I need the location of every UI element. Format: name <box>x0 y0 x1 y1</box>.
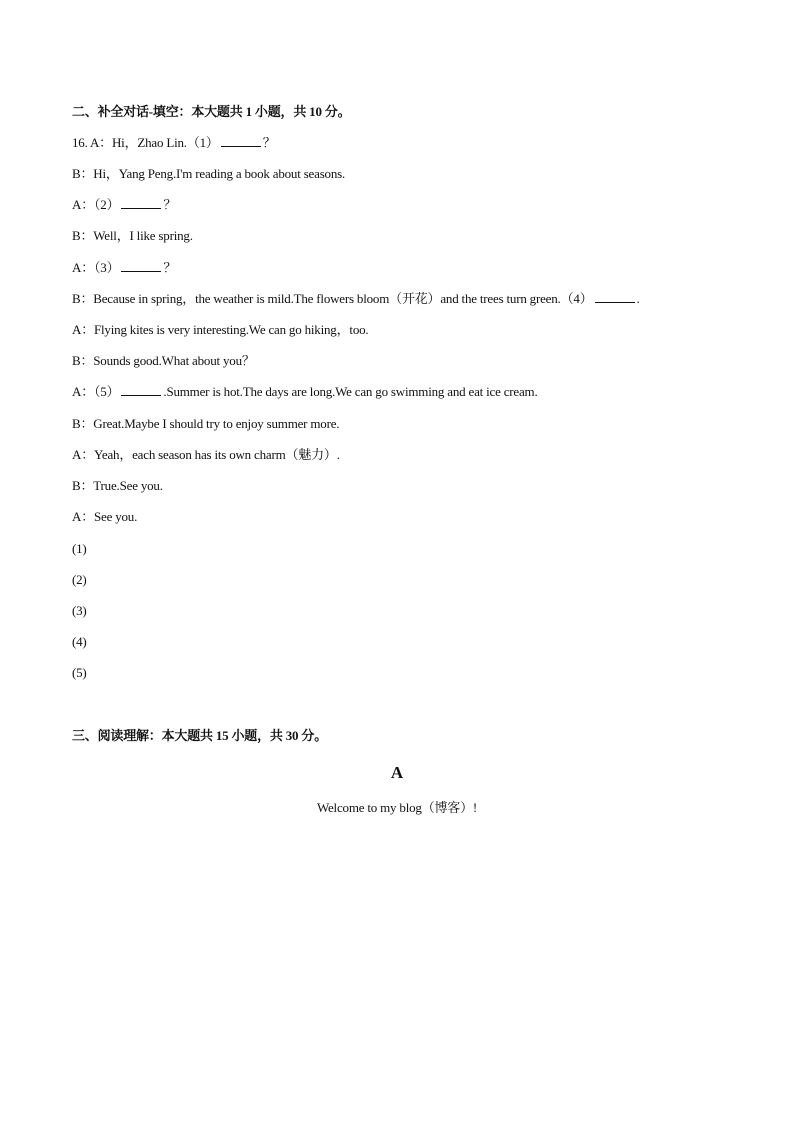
dialogue-line <box>72 446 340 464</box>
dialogue-text-after: ？ <box>163 260 177 275</box>
answer-blank-2[interactable] <box>121 197 161 209</box>
answer-label-5: (5) <box>72 665 87 680</box>
dialogue-text: A：Flying kites is very interesting.We can go hiking，too. <box>72 322 369 337</box>
dialogue-line <box>72 290 640 308</box>
dialogue-line <box>72 477 163 495</box>
passage-welcome-line: Welcome to my blog（博客）! <box>316 800 478 815</box>
dialogue-text: B：Sounds good.What about you？ <box>72 353 255 368</box>
dialogue-line <box>72 508 137 526</box>
section-2-title: 二、补全对话-填空：本大题共 1 小题，共 10 分。 <box>72 104 351 119</box>
dialogue-line <box>72 352 255 370</box>
answer-label-1: (1) <box>72 541 87 556</box>
dialogue-text: B：Great.Maybe I should try to enjoy summer more. <box>72 416 340 431</box>
dialogue-text: 16. A：Hi，Zhao Lin.（1） <box>72 135 219 150</box>
dialogue-text: A：（2） <box>72 197 120 212</box>
passage-heading: A <box>390 763 404 782</box>
section-3-title: 三、阅读理解：本大题共 15 小题，共 30 分。 <box>72 728 328 743</box>
dialogue-line <box>72 321 368 339</box>
answer-blank-5[interactable] <box>121 384 161 396</box>
answer-label-2: (2) <box>72 572 87 587</box>
dialogue-line <box>72 165 345 183</box>
answer-blank-4[interactable] <box>595 291 635 303</box>
dialogue-text: A：See you. <box>72 509 138 524</box>
dialogue-text-after: .Summer is hot.The days are long.We can go swimming and eat ice cream. <box>163 384 538 399</box>
dialogue-text: B：Because in spring，the weather is mild.The flowers bloom（开花）and the trees turn green.（4） <box>72 291 593 306</box>
dialogue-text: B：Hi，Yang Peng.I'm reading a book about seasons. <box>72 166 346 181</box>
dialogue-text-after: ？ <box>163 197 177 212</box>
answer-blank-3[interactable] <box>121 260 161 272</box>
dialogue-line <box>72 196 176 214</box>
dialogue-line <box>72 227 193 245</box>
dialogue-text-after: . <box>636 291 640 306</box>
dialogue-text-after: ？ <box>262 135 276 150</box>
dialogue-line <box>72 134 276 152</box>
dialogue-line <box>72 415 339 433</box>
answer-blank-1[interactable] <box>221 135 261 147</box>
dialogue-text: A：（5） <box>72 384 120 399</box>
answer-label-3: (3) <box>72 603 87 618</box>
answer-label-4: (4) <box>72 634 87 649</box>
dialogue-line <box>72 383 538 401</box>
dialogue-line <box>72 259 176 277</box>
dialogue-text: B：True.See you. <box>72 478 163 493</box>
dialogue-text: A：Yeah，each season has its own charm（魅力）. <box>72 447 340 462</box>
dialogue-text: A：（3） <box>72 260 120 275</box>
dialogue-text: B：Well，I like spring. <box>72 228 193 243</box>
